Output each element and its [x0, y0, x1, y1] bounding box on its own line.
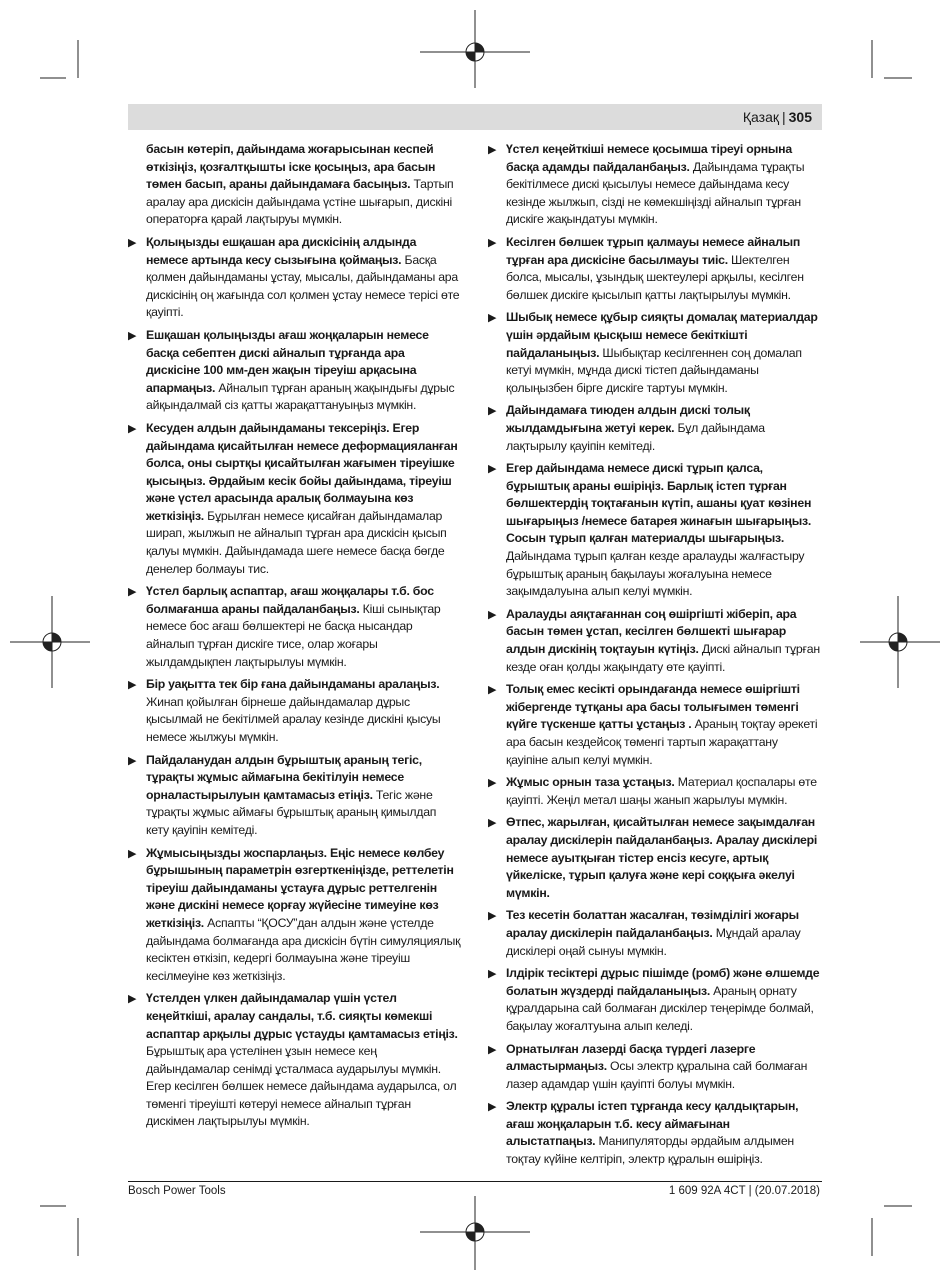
footer-rule: [128, 1181, 822, 1182]
bullet-arrow-icon: ▶: [488, 608, 497, 621]
safety-warning-item: [128, 583, 461, 671]
safety-warning-item: [488, 606, 821, 676]
safety-warning-item: [128, 990, 461, 1131]
warning-body-text: Аспапты “ҚОСУ”дан алдын және үстелде дайындама болмағанда ара дискісін бүтін симуляциялық кесіктен өткізіп, кедергі болмауына және тіреуіш кесілмеуіне көз жеткізіңіз.: [146, 915, 461, 983]
warning-body-text: Шыбықтар кесілгеннен соң домалап кетуі мүмкін, мұнда дискі тістеп дайындаманы қолыңызбен бірге дискіге тартуы мүмкін.: [506, 345, 802, 395]
warning-body-text: Жинап қойылған бірнеше дайындамалар дұрыс қысылмай не бекітілмей аралау кезінде дискіні қысуы немесе жылжуы мүмкін.: [146, 694, 441, 744]
safety-warning-item: [488, 814, 821, 902]
safety-warning-item: [488, 965, 821, 1035]
bullet-arrow-icon: ▶: [488, 684, 497, 697]
safety-warning-item: [128, 327, 461, 415]
bullet-arrow-icon: ▶: [128, 679, 137, 692]
safety-warning-item: [488, 907, 821, 960]
warning-bold-text: Егер дайындама немесе дискі тұрып қалса, бұрыштық араны өшіріңіз. Барлық істеп тұрған бөлшектердің тоқтағанын күтіп, ашаны қуат көзінен шығарыңыз /немесе батарея жинағын шығарыңыз. Сосын тұрып қалған материалды шығарыңыз.: [506, 461, 812, 546]
bullet-arrow-icon: ▶: [128, 329, 137, 342]
bullet-arrow-icon: ▶: [488, 312, 497, 325]
warning-body-text: Кіші сынықтар немесе бос ағаш бөлшектері не басқа нысандар айналып тұрған дискіге тисе, олар жоғары жылдамдықпен лақтырылуы мүмкін.: [146, 601, 441, 669]
safety-warning-item: [488, 402, 821, 455]
safety-paragraph-continued: [128, 141, 461, 229]
bullet-arrow-icon: ▶: [128, 847, 137, 860]
warning-body-text: Бұрылған немесе қисайған дайындамалар ширап, жылжып не айналып тұрған ара дискісін қысып қалуы мүмкін. Дайындамада шеге немесе басқа бөгде денелер болмауы тис.: [146, 508, 447, 576]
warning-body-text: Шектелген болса, мысалы, ұзындық шектеулері арқылы, кесілген бөлшек дискіге қысылып қатты лақтырылуы мүмкін.: [506, 252, 804, 302]
warning-body-text: Манипуляторды әрдайым алдымен тоқтау күйіне келтіріп, электр құралын өшіріңіз.: [506, 1134, 794, 1167]
warning-bold-text: Үстел барлық аспаптар, ағаш жоңқалары т.б. бос болмағанша араны пайдаланбаңыз.: [146, 584, 434, 616]
warning-body-text: Араның орнату құралдарына сай болмаған дискілер теңерімде болмай, бақылау жоғалтуына алып келеді.: [506, 983, 814, 1033]
bullet-arrow-icon: ▶: [488, 1043, 497, 1056]
warning-body-text: Араның тоқтау әрекеті ара басын кездейсоқ төменгі тартып жарақаттану қауіпіне алып келуі мүмкін.: [506, 717, 818, 767]
safety-warning-item: [488, 309, 821, 397]
bullet-arrow-icon: ▶: [128, 754, 137, 767]
warning-body-text: Дайындама тұрып қалған кезде аралауды жалғастыру бұрыштық араның бақылауы жоғалуына немесе зақымдалуына алып келуі мүмкін.: [506, 549, 805, 599]
safety-warning-item: [128, 676, 461, 746]
warning-bold-text: Бір уақытта тек бір ғана дайындаманы аралаңыз.: [146, 677, 440, 692]
warning-bold-text: Электр құралы істеп тұрғанда кесу қалдықтарын, ағаш жоңқаларын т.б. кесу аймағынан алыстатпаңыз.: [506, 1099, 799, 1149]
warning-body-text: Айналып тұрған араның жақындығы дұрыс айқындалмай сіз қатты жарақаттануыңыз мүмкін.: [146, 380, 455, 413]
footer-doc-id: 1 609 92A 4CT | (20.07.2018): [668, 1185, 820, 1197]
bullet-arrow-icon: ▶: [488, 910, 497, 923]
warning-bold-text: Пайдаланудан алдын бұрыштық араның тегіс, тұрақты жұмыс аймағына бекітілуін немесе орналастырылуын қамтамасыз етіңіз.: [146, 752, 422, 802]
header-language: Қазақ: [742, 109, 779, 125]
warning-body-text: Тегіс және тұрақты жұмыс аймағы бұрыштық араның қимылдап кету қауіпін кемітеді.: [146, 787, 437, 837]
warning-body-text: Бұл дайындама лақтырылу қауіпін кемітеді.: [506, 420, 765, 453]
warning-body-text: Дискі айналып тұрған кезде оған қолды жақындату өте қауіпті.: [506, 642, 820, 674]
safety-warning-item: [488, 1098, 821, 1168]
safety-warning-item: [488, 141, 821, 229]
warning-bold-text: Кесілген бөлшек тұрып қалмауы немесе айналып тұрған ара дискісіне басылмауы тиіс.: [506, 234, 801, 267]
bullet-arrow-icon: ▶: [488, 144, 497, 156]
footer-publisher: Bosch Power Tools: [128, 1185, 226, 1197]
warning-bold-text: Орнатылған лазерді басқа түрдегі лазерге алмастырмаңыз.: [506, 1041, 756, 1074]
bullet-arrow-icon: ▶: [128, 236, 137, 249]
warning-bold-text: Жұмысыңызды жоспарлаңыз. Еңіс немесе көлбеу бұрышының параметрін өзгерткеніңізде, реттелетін тіреуіш дайындаманы ұстауға дұрыс реттелгенін және дискіні немесе қорғау жүйесіне тимеуіне көз жеткізіңіз.: [146, 845, 454, 930]
bullet-arrow-icon: ▶: [128, 586, 137, 599]
bullet-arrow-icon: ▶: [488, 817, 497, 830]
safety-warning-item: [488, 460, 821, 601]
warning-bold-text: Толық емес кесікті орындағанда немесе өшіргішті жібергенде тұтқаны ара басы толығымен төменгі күйге түскенше қатты ұстаңыз .: [506, 682, 800, 732]
bullet-arrow-icon: ▶: [488, 968, 497, 981]
warning-bold-text: Жұмыс орнын таза ұстаңыз.: [506, 775, 675, 790]
safety-warning-item: [488, 681, 821, 769]
warning-bold-text: Шыбық немесе құбыр сияқты домалақ материалдар үшін әрдайым қысқыш немесе бекіткішті пайдаланыңыз.: [506, 310, 818, 360]
warning-bold-text: Ешқашан қолыңызды ағаш жоңқаларын немесе басқа себептен дискі айналып тұрғанда ара дискісіне 100 мм-ден жақын тіреуіш арқасына апармаңыз.: [146, 327, 429, 395]
bullet-arrow-icon: ▶: [488, 1101, 497, 1114]
left-column: [128, 141, 461, 1136]
safety-warning-item: [488, 774, 821, 809]
warning-body-text: Мұндай аралау дискілері оңай сынуы мүмкін.: [506, 925, 801, 958]
running-header: [743, 108, 812, 126]
warning-bold-text: Өтпес, жарылған, қисайтылған немесе зақымдалған аралау дискілерін пайдаланбаңыз. Аралау дискілері немесе ауытқыған тістер енсіз кесуге, артық үйкеліске, тұрып қалуға және кері соққыға әкелуі мүмкін.: [506, 815, 818, 900]
safety-warning-item: [128, 845, 461, 986]
warning-bold-text: Үстелден үлкен дайындамалар үшін үстел кеңейткіші, аралау сандалы, т.б. сияқты көмекші аспаптар арқылы дұрыс үстауды қамтамасыз етіңіз.: [146, 991, 458, 1041]
bullet-arrow-icon: ▶: [488, 463, 497, 476]
safety-warning-item: [128, 234, 461, 322]
warning-bold-text: Қолыңызды ешқашан ара дискісінің алдында немесе артында кесу сызығына қоймаңыз.: [146, 234, 417, 267]
warning-body-text: Бұрыштық ара үстелінен ұзын немесе кең дайындамалар сенімді ұсталмаса аударылуы мүмкін. Егер кесілген бөлшек немесе дайындама аударылса, ол төменгі тіреуішті көтеруі немесе айналып тұрған дискімен лақтырылуы мүмкін.: [146, 1044, 457, 1129]
warning-body-text: Материал қоспалары өте қауіпті. Жеңіл метал шаңы жанып жарылуы мүмкін.: [506, 775, 817, 807]
safety-warning-item: [128, 420, 461, 578]
safety-warning-item: [128, 752, 461, 840]
bullet-arrow-icon: ▶: [488, 236, 497, 249]
warning-bold-text: басын көтеріп, дайындама жоғарысынан кеспей өткізіңіз, қозғалтқышты іске қосыңыз, ара басын төмен басып, араны дайындамаға басыңыз.: [146, 142, 436, 192]
bullet-arrow-icon: ▶: [488, 777, 497, 790]
bullet-arrow-icon: ▶: [128, 993, 137, 1006]
bullet-arrow-icon: ▶: [488, 405, 497, 418]
safety-warning-item: [488, 234, 821, 304]
bullet-arrow-icon: ▶: [128, 422, 137, 435]
warning-bold-text: Тез кесетін болаттан жасалған, төзімділігі жоғары аралау дискілерін пайдаланбаңыз.: [506, 908, 799, 940]
safety-warning-item: [488, 1041, 821, 1094]
warning-body-text: Осы электр құралына сай болмаған лазер адамдар үшін қауіпті болуы мүмкін.: [506, 1059, 808, 1091]
header-bar: [128, 104, 822, 130]
warning-bold-text: Үстел кеңейткіші немесе қосымша тіреуі орнына басқа адамды пайдаланбаңыз.: [506, 142, 792, 174]
page-number: 305: [788, 109, 812, 125]
warning-bold-text: Кесуден алдын дайындаманы тексеріңіз. Егер дайындама қисайтылған немесе деформацияланған болса, оны сыртқы қисайтылған жағымен тіреуішке қысыңыз. Әрдайым кесік бойы дайындама, тіреуіш және үстел арасында аралық болмауына көз жеткізіңіз.: [146, 420, 458, 523]
warning-body-text: Дайындама тұрақты бекітілмесе дискі қысылуы немесе дайындама кесу кезінде жылжып, сізді не көмекшіңізді айналып тұрған дискіге жақындатуы мүмкін.: [506, 159, 805, 227]
warning-bold-text: Ілдірік тесіктері дұрыс пішімде (ромб) және өлшемде болатын жүздерді пайдаланыңыз.: [506, 966, 820, 998]
header-separator: |: [782, 109, 786, 125]
warning-bold-text: Аралауды аяқтағаннан соң өшіргішті жіберіп, ара басын төмен ұстап, кесілген бөлшекті шығарар алдын дискінің тоқтауын күтіңіз.: [506, 606, 797, 657]
right-column: [488, 141, 821, 1174]
warning-body-text: Тартып аралау ара дискісін дайындама үстіне шығарып, дискіні операторға қарай лақтыруы мүмкін.: [146, 177, 454, 227]
warning-body-text: Басқа қолмен дайындаманы ұстау, мысалы, дайындаманы ара дискісінің оң жағында сол қолмен ұстау немесе терісі өте қауіпті.: [146, 252, 460, 320]
warning-bold-text: Дайындамаға тиюден алдын дискі толық жылдамдығына жетуі керек.: [506, 403, 750, 435]
